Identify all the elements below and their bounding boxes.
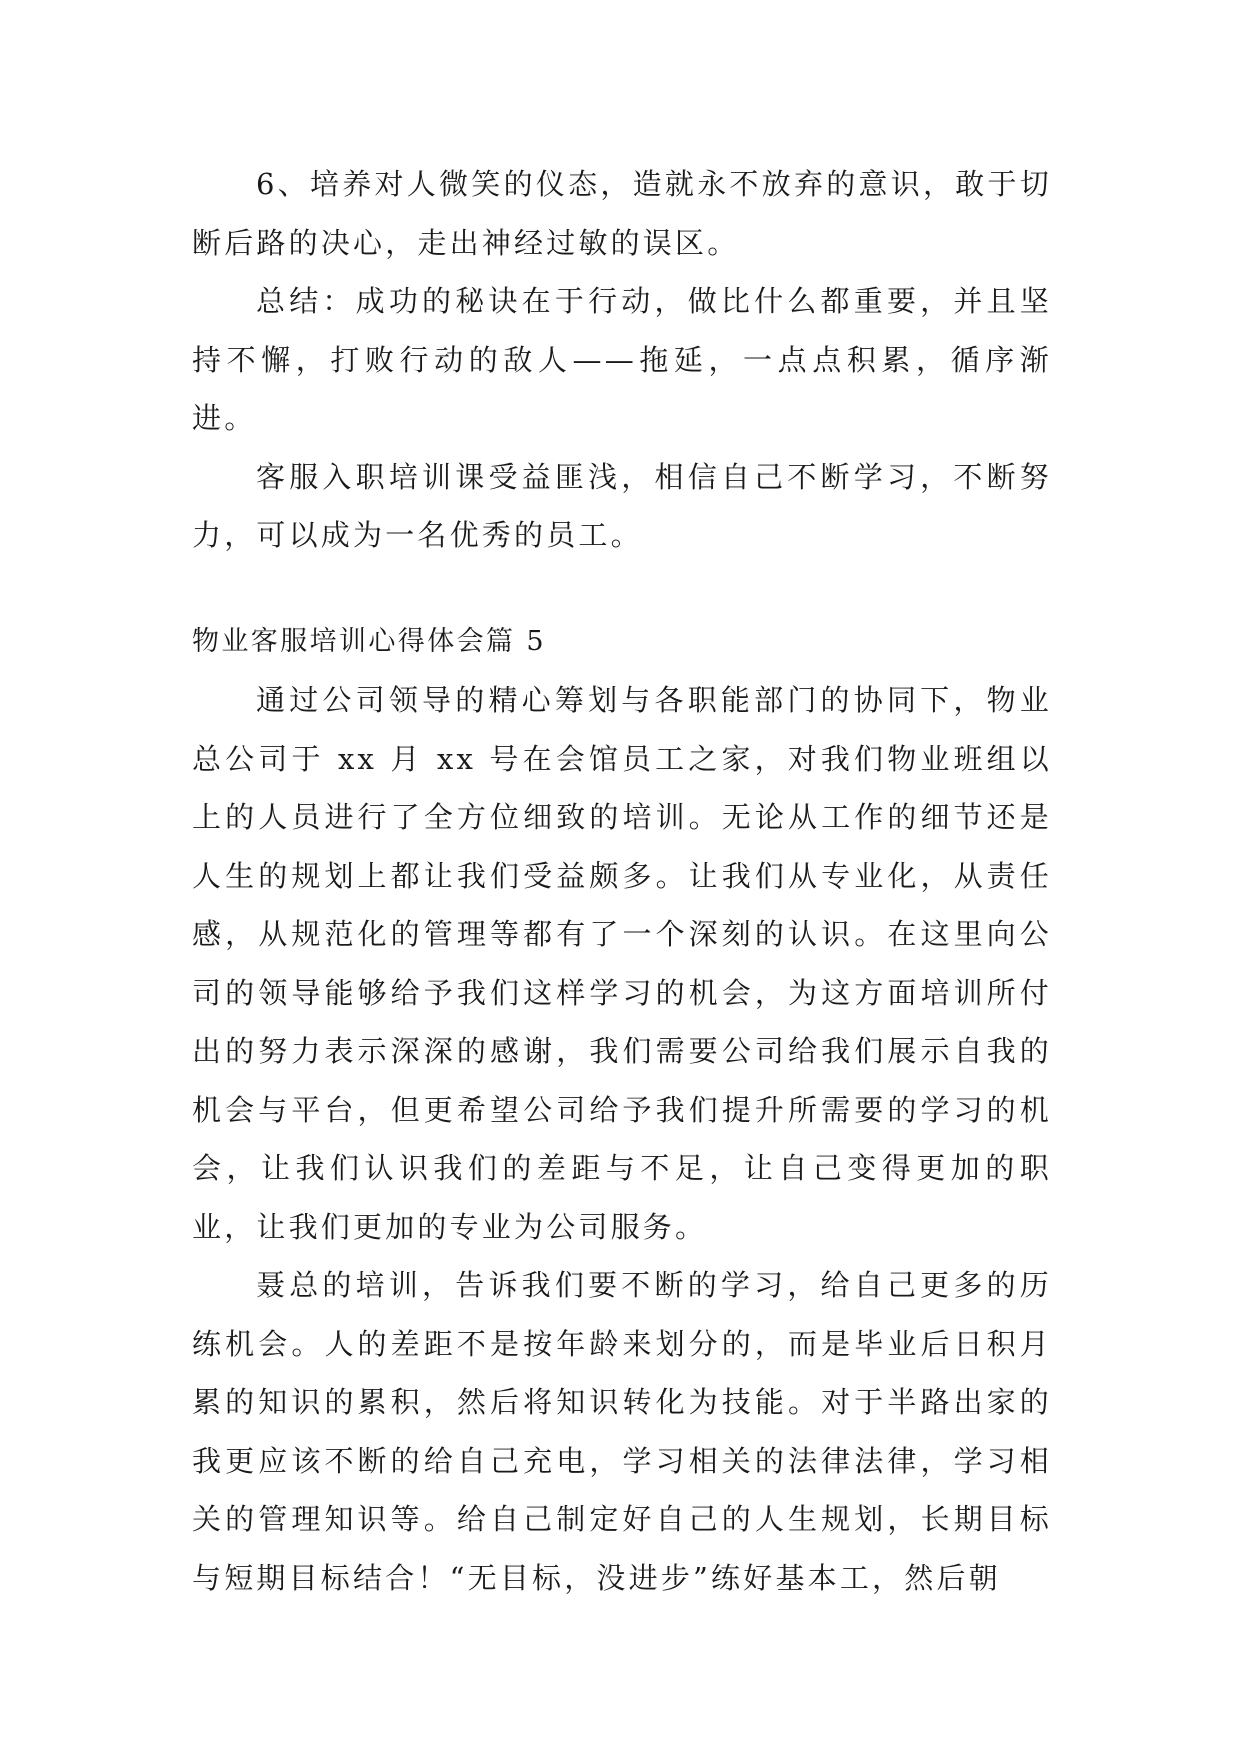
section-heading: 物业客服培训心得体会篇 5 [192,625,546,657]
paragraph-conclusion: 客服入职培训课受益匪浅，相信自己不断学习，不断努力，可以成为一名优秀的员工。 [192,459,1052,552]
paragraph-training-intro: 通过公司领导的精心筹划与各职能部门的协同下，物业总公司于 xx 月 xx 号在会馆员工之家，对我们物业班组以上的人员进行了全方位细致的培训。无论从工作的细节还是人生的规划上都让我们受益颇多。让我们从专业化，从责任感，从规范化的管理等都有了一个深刻的认识。在这里向公司的领导能够给予我们这样学习的机会，为这方面培训所付出的努力表示深深的感谢，我们需要公司给我们展示自我的机会与平台，但更希望公司给予我们提升所需要的学习的机会，让我们认识我们的差距与不足，让自己变得更加的职业，让我们更加的专业为公司服务。 [192,683,1052,1244]
paragraph-point-6: 6、培养对人微笑的仪态，造就永不放弃的意识，敢于切断后路的决心，走出神经过敏的误区。 [192,167,1052,260]
paragraph-summary: 总结：成功的秘诀在于行动，做比什么都重要，并且坚持不懈，打败行动的敌人——拖延，一点点积累，循序渐进。 [192,284,1052,435]
document-body [192,155,1052,1607]
paragraph-nie-training: 聂总的培训，告诉我们要不断的学习，给自己更多的历练机会。人的差距不是按年龄来划分的，而是毕业后日积月累的知识的累积，然后将知识转化为技能。对于半路出家的我更应该不断的给自己充电，学习相关的法律法律，学习相关的管理知识等。给自己制定好自己的人生规划，长期目标与短期目标结合！“无目标，没进步”练好基本工，然后朝 [192,1268,1052,1595]
